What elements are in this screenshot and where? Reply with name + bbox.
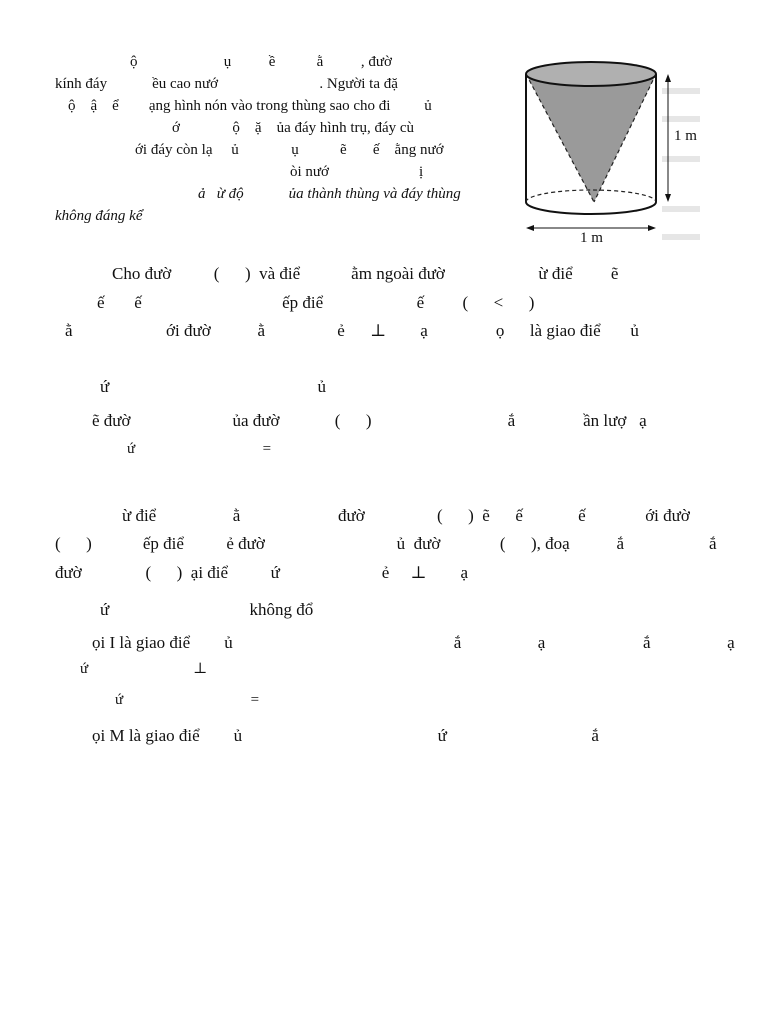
problem-line-2: kính đáy ều cao nướ . Người ta đặ bbox=[55, 76, 398, 92]
problem-line-5: ới đáy còn lạ ủ ụ ẽ ế ằng nướ bbox=[135, 142, 444, 158]
height-label: 1 m bbox=[674, 128, 697, 144]
section2-line-8: ọi M là giao điể ủ ứ ắ bbox=[92, 726, 599, 745]
section1-line-5: ẽ đườ ủa đườ ( ) ắ ần lượ ạ bbox=[92, 411, 647, 430]
faint-scan-mark bbox=[662, 234, 700, 240]
section2-line-2: ( ) ếp điể ẻ đườ ủ đườ ( ), đoạ ắ ắ bbox=[55, 534, 717, 553]
section1-line-6: ứ = bbox=[127, 441, 272, 457]
section2-line-1: ừ điể ằ đườ ( ) ẽ ế ế ới đườ bbox=[122, 506, 690, 525]
section1-line-1: Cho đườ ( ) và điể ằm ngoài đườ ừ điể ẽ bbox=[112, 264, 619, 283]
section2-line-7: ứ = bbox=[115, 692, 260, 708]
height-arrow-head-top bbox=[665, 74, 671, 82]
problem-line-7: ả ừ độ ủa thành thùng và đáy thùng bbox=[198, 186, 461, 202]
problem-line-8: không đáng kể bbox=[55, 208, 143, 224]
problem-line-4: ớ ộ ặ ủa đáy hình trụ, đáy cù bbox=[172, 120, 415, 136]
section1-line-2: ế ế ếp điể ế ( < ) bbox=[97, 293, 535, 312]
section2-line-3: đườ ( ) ại điể ứ ẻ ⊥ ạ bbox=[55, 563, 469, 582]
width-arrow-head-right bbox=[648, 225, 656, 231]
width-label: 1 m bbox=[580, 230, 603, 246]
cone-shape bbox=[526, 74, 656, 202]
section1-line-4: ứ ủ bbox=[100, 377, 326, 396]
cylinder-cone-figure bbox=[512, 56, 702, 256]
section1-line-3: ằ ới đườ ằ ẻ ⊥ ạ ọ là giao điể ủ bbox=[65, 321, 639, 340]
section2-line-5: ọi I là giao điể ủ ắ ạ ắ ạ bbox=[92, 633, 735, 652]
height-arrow-head-bottom bbox=[665, 194, 671, 202]
problem-line-6: òi nướ ị bbox=[290, 164, 424, 180]
width-arrow-head-left bbox=[526, 225, 534, 231]
faint-scan-mark bbox=[662, 206, 700, 212]
cylinder-bottom-front bbox=[526, 202, 656, 214]
section2-line-4: ứ không đổ bbox=[100, 600, 314, 619]
problem-line-3: ộ ậ ể ạng hình nón vào trong thùng sao cho đi ủ bbox=[68, 98, 432, 114]
cylinder-top bbox=[526, 62, 656, 86]
problem-line-1: ộ ụ ề ằ , đườ bbox=[130, 54, 392, 70]
section2-line-6: ứ ⊥ bbox=[80, 661, 208, 677]
